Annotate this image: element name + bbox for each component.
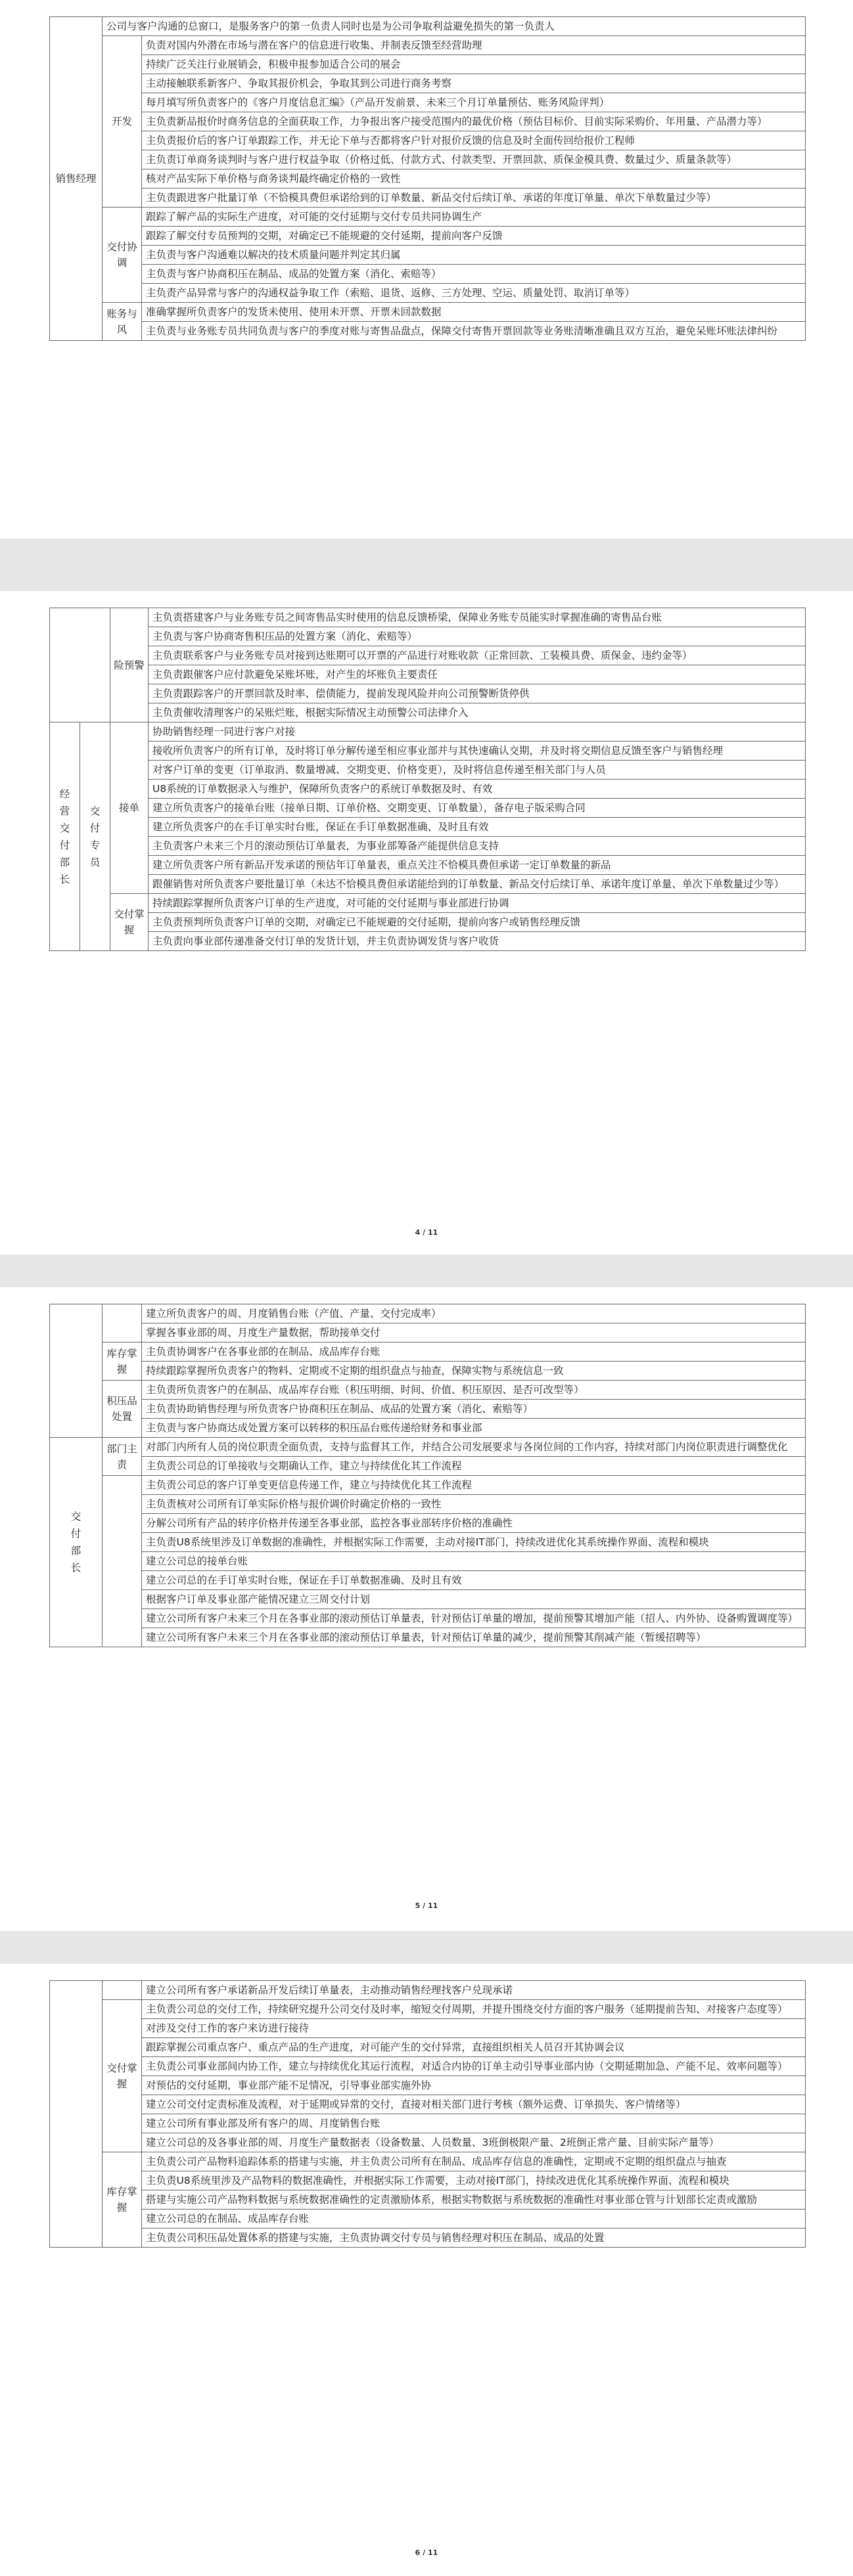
- duty-cell: 建立公司所有事业部及所有客户的周、月度销售台账: [142, 2114, 806, 2133]
- group-cell: 险预警: [110, 608, 149, 722]
- table-row: [50, 780, 806, 799]
- page-number: 6 / 11: [415, 2548, 438, 2557]
- duty-cell: 建立所负责客户所有新品开发承诺的预估年订单量表，重点关注不恰模具费但承诺一定订单数量的新品: [149, 856, 806, 875]
- table-row: [50, 2057, 806, 2076]
- duty-cell: 建立公司总的接单台账: [142, 1552, 806, 1571]
- cell-label: 经营交付部长: [59, 788, 70, 885]
- table-row: [50, 1552, 806, 1571]
- duty-cell: 对涉及交付工作的客户来访进行接待: [142, 2019, 806, 2038]
- table-page-3: [49, 1304, 806, 1647]
- table-row: [50, 1628, 806, 1647]
- table-row: [50, 1457, 806, 1476]
- table-row: [50, 112, 806, 131]
- duty-cell: 跟踪掌握公司重点客户、重点产品的生产进度，对可能产生的交付异常，直接组织相关人员召开其协调会议: [142, 2038, 806, 2057]
- duty-cell: 主负责U8系统里涉及订单数据的准确性，并根据实际工作需要，主动对接IT部门，持续改进优化其系统操作界面、流程和模块: [142, 1533, 806, 1552]
- table-row: [50, 1419, 806, 1438]
- table-row: [50, 1323, 806, 1343]
- table-row: [50, 131, 806, 150]
- duty-cell: 建立公司所有客户承诺新品开发后续订单量表，主动推动销售经理找客户兑现承诺: [142, 1981, 806, 2000]
- duty-cell: 接收所负责客户的所有订单，及时将订单分解传递至相应事业部并与其快速确认交期，并及时将交期信息反馈至客户与销售经理: [149, 742, 806, 761]
- blank-cell: [103, 1981, 142, 2000]
- table-row: [50, 1362, 806, 1381]
- page-2: [0, 591, 853, 1255]
- duty-cell: 主负责与客户协商寄售积压品的处置方案（消化、索赔等）: [149, 627, 806, 646]
- duty-cell: 主负责U8系统里涉及产品物料的数据准确性，并根据实际工作需要，主动对接IT部门，持续改进优化其系统操作界面、流程和模块: [142, 2171, 806, 2190]
- duty-cell: 主负责公司事业部间内协工作，建立与持续优化其运行流程，对适合内协的订单主动引导事业部内协（交期延期加急、产能不足、效率问题等）: [142, 2057, 806, 2076]
- duty-cell: 跟踪了解产品的实际生产进度，对可能的交付延期与交付专员共同协调生产: [142, 208, 806, 227]
- duty-cell: 主负责与客户协商积压在制品、成品的处置方案（消化、索赔等）: [142, 265, 806, 284]
- group-cell: 积压品处置: [103, 1381, 142, 1438]
- table-row: [50, 2114, 806, 2133]
- duty-cell: 主负责客户未来三个月的滚动预估订单量表，为事业部筹备产能提供信息支持: [149, 837, 806, 856]
- table-row: [50, 2190, 806, 2210]
- duty-cell: 根据客户订单及事业部产能情况建立三周交付计划: [142, 1590, 806, 1609]
- table-row: [50, 55, 806, 74]
- duty-cell: 主负责公司总的交付工作，持续研究提升公司交付及时率，缩短交付周期，并提升围绕交付方面的客户服务（延期提前告知、对接客户态度等）: [142, 2000, 806, 2019]
- blank-cell: [103, 1304, 142, 1343]
- category-cell: 销售经理: [50, 17, 103, 341]
- duty-cell: 负责对国内外潜在市场与潜在客户的信息进行收集、并制表反馈至经营助理: [142, 36, 806, 55]
- duty-cell: 主负责核对公司所有订单实际价格与报价调价时确定价格的一致性: [142, 1495, 806, 1514]
- duty-cell: 主负责公司总的客户订单变更信息传递工作，建立与持续优化其工作流程: [142, 1476, 806, 1495]
- group-cell: 账务与风: [103, 303, 142, 341]
- duty-cell: 主负责公司产品物料追踪体系的搭建与实施，并主负责公司所有在制品、成品库存信息的准确性，定期或不定期的组织盘点与抽查: [142, 2152, 806, 2171]
- duty-cell: 主动接触联系新客户、争取其报价机会，争取其到公司进行商务考察: [142, 74, 806, 93]
- duty-cell: 对客户订单的变更（订单取消、数量增减、交期变更、价格变更），及时将信息传递至相关部门与人员: [149, 761, 806, 780]
- table-row: [50, 36, 806, 55]
- table-row: [50, 93, 806, 112]
- duty-cell: 持续广泛关注行业展销会，积极申报参加适合公司的展会: [142, 55, 806, 74]
- table-row: [50, 17, 806, 36]
- duty-cell: 跟踪了解交付专员预判的交期，对确定已不能规避的交付延期，提前向客户反馈: [142, 227, 806, 246]
- duty-cell: 主负责订单商务谈判时与客户进行权益争取（价格过低、付款方式、付款类型、开票回款、质保金模具费、数量过少、质量条款等）: [142, 150, 806, 169]
- group-cell: 交付掌握: [103, 2000, 142, 2152]
- duty-cell: 建立公司总的在制品、成品库存台账: [142, 2210, 806, 2229]
- duty-cell: 主负责跟踪客户的开票回款及时率、偿债能力，提前发现风险并向公司预警断货停供: [149, 684, 806, 703]
- blank-cell: [50, 1304, 103, 1438]
- table-row: [50, 322, 806, 341]
- table-row: [50, 837, 806, 856]
- table-row: [50, 246, 806, 265]
- table-page-4: [49, 1980, 806, 2248]
- table-row: [50, 608, 806, 627]
- duty-cell: 核对产品实际下单价格与商务谈判最终确定价格的一致性: [142, 169, 806, 189]
- duty-cell: 主负责与客户协商达成处置方案可以转移的积压品台账传递给财务和事业部: [142, 1419, 806, 1438]
- group-cell: 库存掌握: [103, 2152, 142, 2248]
- duty-cell: 持续跟踪掌握所负责客户订单的生产进度，对可能的交付延期与事业部进行协调: [149, 894, 806, 913]
- table-row: [50, 932, 806, 951]
- table-row: [50, 150, 806, 169]
- table-row: [50, 189, 806, 208]
- table-row: [50, 208, 806, 227]
- duty-cell: 建立所负责客户的周、月度销售台账（产值、产量、交付完成率）: [142, 1304, 806, 1323]
- table-row: [50, 1400, 806, 1419]
- table-row: [50, 1981, 806, 2000]
- table-row: [50, 1514, 806, 1533]
- blank-cell: [103, 1476, 142, 1647]
- duty-cell: 主负责协助销售经理与所负责客户协商积压在制品、成品的处置方案（消化、索赔等）: [142, 1400, 806, 1419]
- duty-cell: 主负责与业务账专员共同负责与客户的季度对账与寄售品盘点，保障交付寄售开票回款等业务账清晰准确且双方互治，避免呆账坏账法律纠纷: [142, 322, 806, 341]
- table-row: [50, 627, 806, 646]
- category-cell: [50, 722, 80, 951]
- group-cell: 部门主责: [103, 1438, 142, 1476]
- duty-cell: 主负责与客户沟通难以解决的技术质量问题并判定其归属: [142, 246, 806, 265]
- table-row: [50, 1343, 806, 1362]
- table-row: [50, 1609, 806, 1628]
- duty-cell: 搭建与实施公司产品物料数据与系统数据准确性的定责激励体系，根据实物数据与系统数据的准确性对事业部仓管与计划部长定责或激励: [142, 2190, 806, 2210]
- table-row: [50, 646, 806, 665]
- table-row: [50, 1533, 806, 1552]
- cell-label: 交付部长: [70, 1511, 81, 1574]
- table-row: [50, 2171, 806, 2190]
- duty-cell: 建立所负责客户的接单台账（接单日期、订单价格、交期变更、订单数量），备存电子版采购合同: [149, 799, 806, 818]
- duty-cell: 对部门内所有人员的岗位职责全面负责，支持与监督其工作，并结合公司发展要求与各岗位间的工作内容，持续对部门内岗位职责进行调整优化: [142, 1438, 806, 1457]
- page-1: [0, 0, 853, 539]
- group-cell: 接单: [110, 722, 149, 894]
- table-row: [50, 703, 806, 722]
- table-row: [50, 2019, 806, 2038]
- duty-cell: 对预估的交付延期，事业部产能不足情况，引导事业部实施外协: [142, 2076, 806, 2095]
- duty-cell: 主负责公司积压品处置体系的搭建与实施，主负责协调交付专员与销售经理对积压在制品、成品的处置: [142, 2229, 806, 2248]
- subcategory-cell: [80, 722, 110, 951]
- duty-cell: 掌握各事业部的周、月度生产量数据，帮助接单交付: [142, 1323, 806, 1343]
- duty-cell: 建立公司交付定责标准及流程，对于延期或异常的交付，直接对相关部门进行考核（额外运费、订单损失、客户情绪等）: [142, 2095, 806, 2114]
- table-row: [50, 1304, 806, 1323]
- duty-cell: 主负责跟进客户批量订单（不恰模具费但承诺给到的订单数量、新品交付后续订单、承诺的年度订单量、单次下单数量过少等）: [142, 189, 806, 208]
- duty-cell: 主负责催收清理客户的呆账烂账，根据实际情况主动预警公司法律介入: [149, 703, 806, 722]
- duty-cell: 建立公司总的及各事业部的周、月度生产量数据表（设备数量、人员数量、3班倒极限产量、2班倒正常产量、目前实际产量等）: [142, 2133, 806, 2152]
- duty-cell: 持续跟踪掌握所负责客户的物料、定期或不定期的组织盘点与抽查，保障实物与系统信息一致: [142, 1362, 806, 1381]
- table-row: [50, 169, 806, 189]
- table-row: [50, 913, 806, 932]
- duty-cell: 建立所负责客户的在手订单实时台账，保证在手订单数据准确、及时且有效: [149, 818, 806, 837]
- group-cell: 交付协调: [103, 208, 142, 303]
- table-row: [50, 1590, 806, 1609]
- page-3: [0, 1287, 853, 1931]
- duty-cell: 协助销售经理一同进行客户对接: [149, 722, 806, 742]
- duty-cell: 主负责新品报价时商务信息的全面获取工作，力争报出客户接受范围内的最优价格（预估目标价、目前实际采购价、年用量、产品潜力等）: [142, 112, 806, 131]
- table-row: [50, 2038, 806, 2057]
- blank-cell: [50, 608, 110, 722]
- duty-cell: 主负责跟催客户应付款避免呆账坏账，对产生的坏账负主要责任: [149, 665, 806, 684]
- table-row: [50, 2133, 806, 2152]
- duty-cell: U8系统的订单数据录入与维护，保障所负责客户的系统订单数据及时、有效: [149, 780, 806, 799]
- duty-cell: 主负责搭建客户与业务账专员之间寄售品实时使用的信息反馈桥梁，保障业务账专员能实时掌握准确的寄售品台账: [149, 608, 806, 627]
- blank-cell: [50, 1981, 103, 2248]
- duty-cell: 主负责向事业部传递准备交付订单的发货计划，并主负责协调发货与客户收货: [149, 932, 806, 951]
- duty-cell: 主负责协调客户在各事业部的在制品、成品库存台账: [142, 1343, 806, 1362]
- table-row: [50, 1381, 806, 1400]
- duty-cell: 每月填写所负责客户的《客户月度信息汇编》（产品开发前景、未来三个月订单量预估、账务风险评判）: [142, 93, 806, 112]
- table-row: [50, 1571, 806, 1590]
- table-row: [50, 875, 806, 894]
- table-row: [50, 2095, 806, 2114]
- table-row: [50, 2000, 806, 2019]
- table-row: [50, 284, 806, 303]
- cell-label: 交付专员: [89, 805, 101, 868]
- table-row: [50, 2210, 806, 2229]
- duty-cell: 主负责公司总的订单接收与交期确认工作，建立与持续优化其工作流程: [142, 1457, 806, 1476]
- table-page-1: [49, 16, 806, 341]
- table-row: [50, 722, 806, 742]
- table-row: [50, 761, 806, 780]
- table-page-2: [49, 608, 806, 951]
- duty-cell: 建立公司总的在手订单实时台账，保证在手订单数据准确、及时且有效: [142, 1571, 806, 1590]
- table-row: [50, 1495, 806, 1514]
- table-row: [50, 742, 806, 761]
- table-row: [50, 1438, 806, 1457]
- duty-cell: 跟催销售对所负责客户要批量订单（未达不恰模具费但承诺能给到的订单数量、新品交付后续订单、承诺年度订单量、单次下单数量过少等）: [149, 875, 806, 894]
- table-row: [50, 818, 806, 837]
- table-row: [50, 227, 806, 246]
- table-row: [50, 665, 806, 684]
- table-row: [50, 2076, 806, 2095]
- duty-cell: 建立公司所有客户未来三个月在各事业部的滚动预估订单量表，针对预估订单量的减少，提前预警其削减产能（暂缓招聘等）: [142, 1628, 806, 1647]
- duty-cell: 主负责所负责客户的在制品、成品库存台账（积压明细、时间、价值、积压原因、是否可改型等）: [142, 1381, 806, 1400]
- duty-cell: 主负责报价后的客户订单跟踪工作，并无论下单与否都将客户针对报价反馈的信息及时全面传回给报价工程师: [142, 131, 806, 150]
- table-row: [50, 684, 806, 703]
- table-row: [50, 2152, 806, 2171]
- group-cell: 交付掌握: [110, 894, 149, 951]
- category-cell: [50, 1438, 103, 1647]
- duty-cell: 主负责联系客户与业务账专员对接到达账期可以开票的产品进行对账收款（正常回款、工装模具费、质保金、违约金等）: [149, 646, 806, 665]
- table-row: [50, 303, 806, 322]
- page-number: 5 / 11: [415, 1901, 438, 1910]
- duty-cell: 建立公司所有客户未来三个月在各事业部的滚动预估订单量表，针对预估订单量的增加，提前预警其增加产能（招人、内外协、设备购置调度等）: [142, 1609, 806, 1628]
- page-number: 4 / 11: [415, 1228, 438, 1237]
- group-cell: 开发: [103, 36, 142, 208]
- duty-cell: 分解公司所有产品的转序价格并传递至各事业部，监控各事业部转序价格的准确性: [142, 1514, 806, 1533]
- page-4: [0, 1964, 853, 2576]
- table-row: [50, 265, 806, 284]
- duty-cell: 主负责预判所负责客户订单的交期，对确定已不能规避的交付延期，提前向客户或销售经理反馈: [149, 913, 806, 932]
- table-row: [50, 1476, 806, 1495]
- table-row: [50, 2229, 806, 2248]
- table-row: [50, 894, 806, 913]
- group-cell: 库存掌握: [103, 1343, 142, 1381]
- duty-cell: 公司与客户沟通的总窗口，是服务客户的第一负责人同时也是为公司争取利益避免损失的第一负责人: [103, 17, 806, 36]
- table-row: [50, 799, 806, 818]
- table-row: [50, 856, 806, 875]
- duty-cell: 准确掌握所负责客户的发货未使用、使用未开票、开票未回款数据: [142, 303, 806, 322]
- duty-cell: 主负责产品异常与客户的沟通权益争取工作（索赔、退货、返修、三方处理、空运、质量处罚、取消订单等）: [142, 284, 806, 303]
- table-row: [50, 74, 806, 93]
